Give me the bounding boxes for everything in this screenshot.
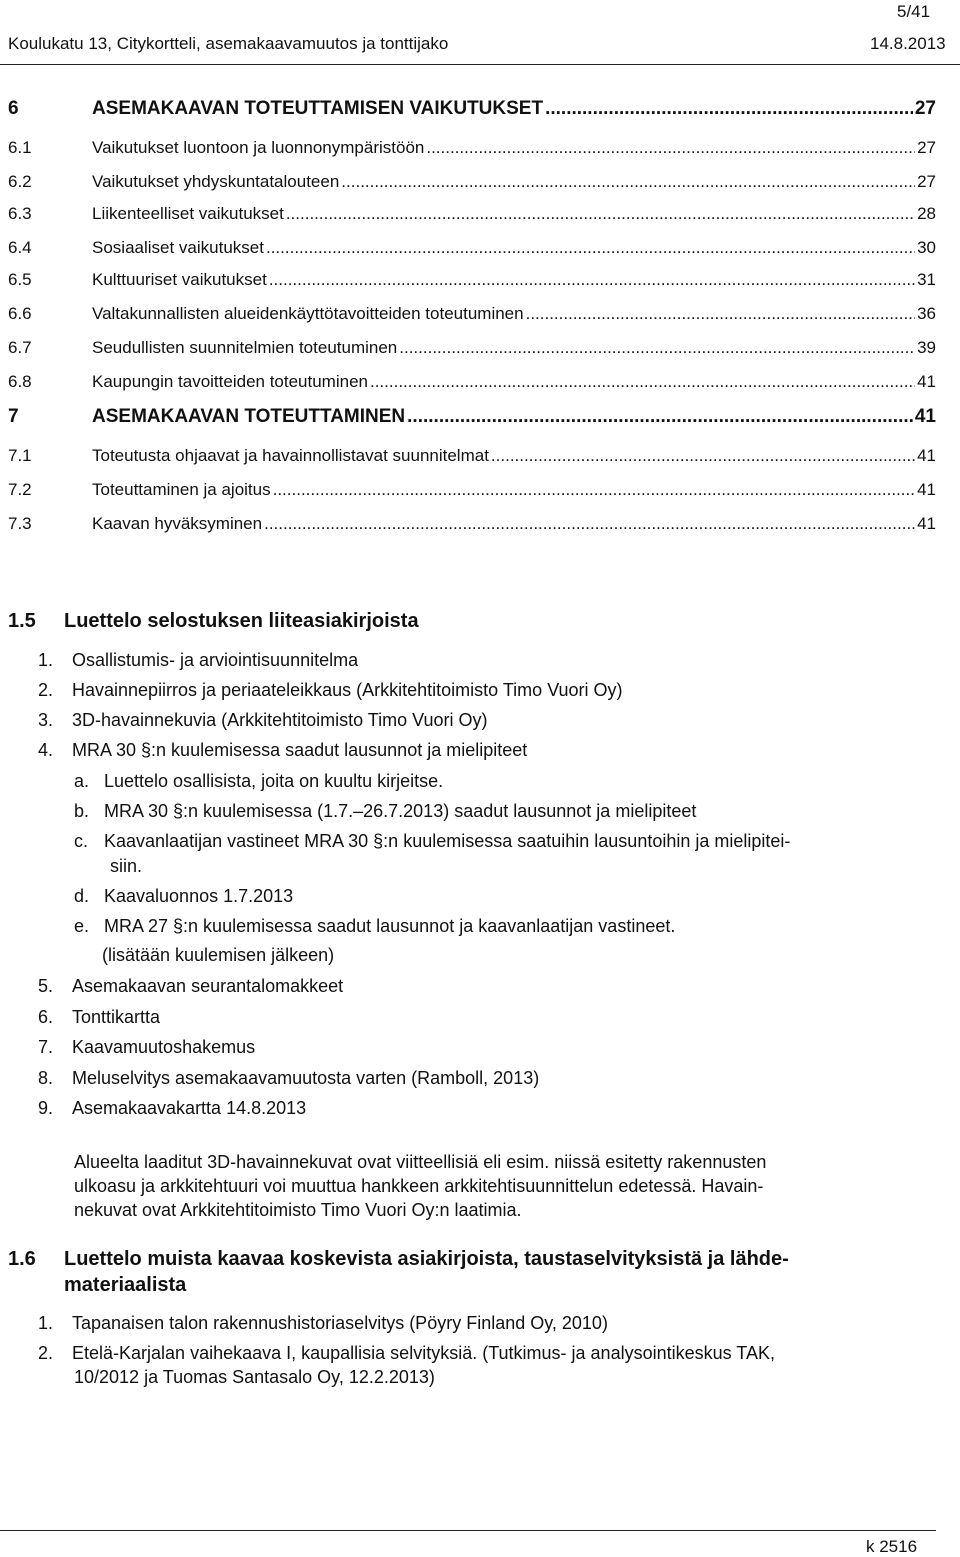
- toc-leader: [426, 138, 915, 158]
- section-number: 1.5: [8, 610, 36, 632]
- toc-number: 6.1: [8, 138, 32, 157]
- list-number: 2.: [38, 680, 54, 700]
- toc-title: Kaupungin tavoitteiden toteutuminen: [92, 372, 368, 391]
- list-item: [38, 1007, 160, 1028]
- toc-page: 27: [914, 98, 936, 119]
- toc-number: 6.6: [8, 304, 32, 323]
- section-title: Luettelo muista kaavaa koskevista asiakirjoista, taustaselvityksistä ja lähde-: [64, 1248, 789, 1270]
- toc-page: 28: [917, 204, 936, 223]
- toc-leader: [273, 480, 915, 500]
- toc-title: Vaikutukset luontoon ja luonnonympäristöön: [92, 138, 425, 157]
- list-number: e.: [74, 916, 90, 936]
- list-item: [38, 1098, 306, 1119]
- list-text: MRA 30 §:n kuulemisessa saadut lausunnot ja mielipiteet: [72, 740, 528, 760]
- toc-number: 6.3: [8, 204, 32, 223]
- list-number: 1.: [38, 1313, 54, 1333]
- list-number: 8.: [38, 1068, 54, 1088]
- list-item: [38, 1037, 255, 1058]
- toc-leader: [399, 338, 915, 358]
- sub-list-item-continuation: (lisätään kuulemisen jälkeen): [102, 945, 335, 965]
- header-divider: [0, 64, 960, 65]
- sub-list-item-continuation: siin.: [110, 856, 143, 876]
- toc-leader: [264, 514, 915, 534]
- toc-entry[interactable]: [8, 266, 936, 290]
- section-heading: [8, 1248, 789, 1271]
- sub-list-item: [74, 831, 790, 852]
- list-text: Havainnepiirros ja periaateleikkaus (Arkkitehtitoimisto Timo Vuori Oy): [72, 680, 623, 700]
- toc-page: 39: [917, 338, 936, 357]
- toc-page: 27: [917, 138, 936, 157]
- toc-page: 41: [917, 514, 936, 533]
- list-number: 6.: [38, 1007, 54, 1027]
- list-text: 3D-havainnekuvia (Arkkitehtitoimisto Timo Vuori Oy): [72, 710, 488, 730]
- toc-title: Liikenteelliset vaikutukset: [92, 204, 284, 223]
- toc-title: Toteutusta ohjaavat ja havainnollistavat suunnitelmat: [92, 446, 489, 465]
- toc-page: 36: [917, 304, 936, 323]
- list-item: [38, 1343, 775, 1364]
- toc-page: 41: [914, 406, 936, 427]
- toc-entry[interactable]: [8, 368, 936, 392]
- toc-number: 6: [8, 98, 19, 119]
- list-text: Asemakaavakartta 14.8.2013: [72, 1098, 307, 1118]
- list-number: 1.: [38, 650, 54, 670]
- footer-divider: [0, 1530, 936, 1531]
- toc-leader: [341, 172, 915, 192]
- list-text: Luettelo osallisista, joita on kuultu kirjeitse.: [104, 771, 444, 791]
- toc-number: 6.8: [8, 372, 32, 391]
- list-text: Meluselvitys asemakaavamuutosta varten (Ramboll, 2013): [72, 1068, 540, 1088]
- list-text: Tapanaisen talon rakennushistoriaselvitys (Pöyry Finland Oy, 2010): [72, 1313, 608, 1333]
- list-number: 2.: [38, 1343, 54, 1363]
- toc-entry[interactable]: [8, 476, 936, 500]
- toc-page: 41: [917, 372, 936, 391]
- toc-leader: [491, 446, 915, 466]
- toc-title: ASEMAKAAVAN TOTEUTTAMISEN VAIKUTUKSET: [92, 98, 544, 119]
- toc-number: 7.2: [8, 480, 32, 499]
- list-number: 4.: [38, 740, 54, 760]
- list-text: MRA 30 §:n kuulemisessa (1.7.–26.7.2013) saadut lausunnot ja mielipiteet: [104, 801, 697, 821]
- toc-leader: [266, 238, 915, 258]
- section-heading: [8, 610, 419, 633]
- section-title-continuation: materiaalista: [64, 1274, 187, 1296]
- toc-number: 7: [8, 406, 19, 427]
- toc-number: 6.4: [8, 238, 32, 257]
- toc-entry[interactable]: [8, 200, 936, 224]
- document-date: 14.8.2013: [870, 34, 946, 53]
- toc-page: 31: [917, 270, 936, 289]
- toc-page: 41: [917, 480, 936, 499]
- toc-number: 7.1: [8, 446, 32, 465]
- toc-leader: [286, 204, 915, 224]
- toc-number: 6.7: [8, 338, 32, 357]
- paragraph-line: nekuvat ovat Arkkitehtitoimisto Timo Vuori Oy:n laatimia.: [74, 1200, 522, 1220]
- list-item: [38, 740, 527, 761]
- toc-number: 6.2: [8, 172, 32, 191]
- paragraph-line: Alueelta laaditut 3D-havainnekuvat ovat viitteellisiä eli esim. niissä esitetty rakennusten: [74, 1152, 767, 1172]
- section-title: Luettelo selostuksen liiteasiakirjoista: [64, 610, 419, 632]
- toc-title: Kaavan hyväksyminen: [92, 514, 263, 533]
- list-text: Etelä-Karjalan vaihekaava I, kaupallisia selvityksiä. (Tutkimus- ja analysointikeskus TAK,: [72, 1343, 775, 1363]
- toc-entry[interactable]: [8, 300, 936, 324]
- toc-entry[interactable]: [8, 510, 936, 534]
- sub-list-item: [74, 771, 443, 792]
- toc-entry[interactable]: [8, 234, 936, 258]
- section-number: 1.6: [8, 1248, 36, 1270]
- toc-title: Kulttuuriset vaikutukset: [92, 270, 267, 289]
- toc-page: 30: [917, 238, 936, 257]
- toc-entry[interactable]: [8, 442, 936, 466]
- toc-page: 27: [917, 172, 936, 191]
- toc-number: 6.5: [8, 270, 32, 289]
- list-text: Tonttikartta: [72, 1007, 161, 1027]
- toc-entry[interactable]: [8, 96, 936, 120]
- list-item: [38, 680, 623, 701]
- list-number: 7.: [38, 1037, 54, 1057]
- toc-title: Sosiaaliset vaikutukset: [92, 238, 264, 257]
- toc-title: Seudullisten suunnitelmien toteutuminen: [92, 338, 398, 357]
- paragraph-line: ulkoasu ja arkkitehtuuri voi muuttua hankkeen arkkitehtisuunnittelun edetessä. Havain-: [74, 1176, 764, 1196]
- list-item-continuation: 10/2012 ja Tuomas Santasalo Oy, 12.2.2013): [74, 1367, 435, 1387]
- list-number: b.: [74, 801, 90, 821]
- list-number: d.: [74, 886, 90, 906]
- list-text: Kaavamuutoshakemus: [72, 1037, 256, 1057]
- list-item: [38, 710, 487, 731]
- toc-number: 7.3: [8, 514, 32, 533]
- document-title: Koulukatu 13, Citykortteli, asemakaavamuutos ja tonttijako: [8, 34, 449, 53]
- toc-page: 41: [917, 446, 936, 465]
- list-item: [38, 976, 343, 997]
- list-number: c.: [74, 831, 89, 851]
- list-number: 5.: [38, 976, 54, 996]
- list-text: MRA 27 §:n kuulemisessa saadut lausunnot ja kaavanlaatijan vastineet.: [104, 916, 676, 936]
- toc-leader: [407, 406, 913, 428]
- toc-leader: [545, 98, 913, 120]
- list-number: 3.: [38, 710, 54, 730]
- toc-entry[interactable]: [8, 334, 936, 358]
- toc-title: Toteuttaminen ja ajoitus: [92, 480, 271, 499]
- sub-list-item: [74, 886, 293, 907]
- list-number: 9.: [38, 1098, 54, 1118]
- toc-leader: [269, 270, 915, 290]
- toc-entry[interactable]: [8, 404, 936, 428]
- toc-leader: [370, 372, 915, 392]
- footer-code: k 2516: [866, 1537, 918, 1556]
- list-text: Asemakaavan seurantalomakkeet: [72, 976, 344, 996]
- list-item: [38, 1068, 539, 1089]
- toc-title: Valtakunnallisten alueidenkäyttötavoitteiden toteutuminen: [92, 304, 524, 323]
- list-text: Kaavaluonnos 1.7.2013: [104, 886, 294, 906]
- list-text: Osallistumis- ja arviointisuunnitelma: [72, 650, 359, 670]
- sub-list-item: [74, 916, 675, 937]
- toc-title: Vaikutukset yhdyskuntatalouteen: [92, 172, 340, 191]
- page-number: 5/41: [897, 2, 931, 21]
- toc-entry[interactable]: [8, 134, 936, 158]
- list-item: [38, 650, 358, 671]
- sub-list-item: [74, 801, 696, 822]
- list-item: [38, 1313, 608, 1334]
- list-text: Kaavanlaatijan vastineet MRA 30 §:n kuulemisessa saatuihin lausuntoihin ja mielipitei-: [104, 831, 791, 851]
- toc-entry[interactable]: [8, 168, 936, 192]
- list-number: a.: [74, 771, 90, 791]
- toc-leader: [526, 304, 915, 324]
- body-paragraph: [74, 1150, 914, 1222]
- toc-title: ASEMAKAAVAN TOTEUTTAMINEN: [92, 406, 406, 427]
